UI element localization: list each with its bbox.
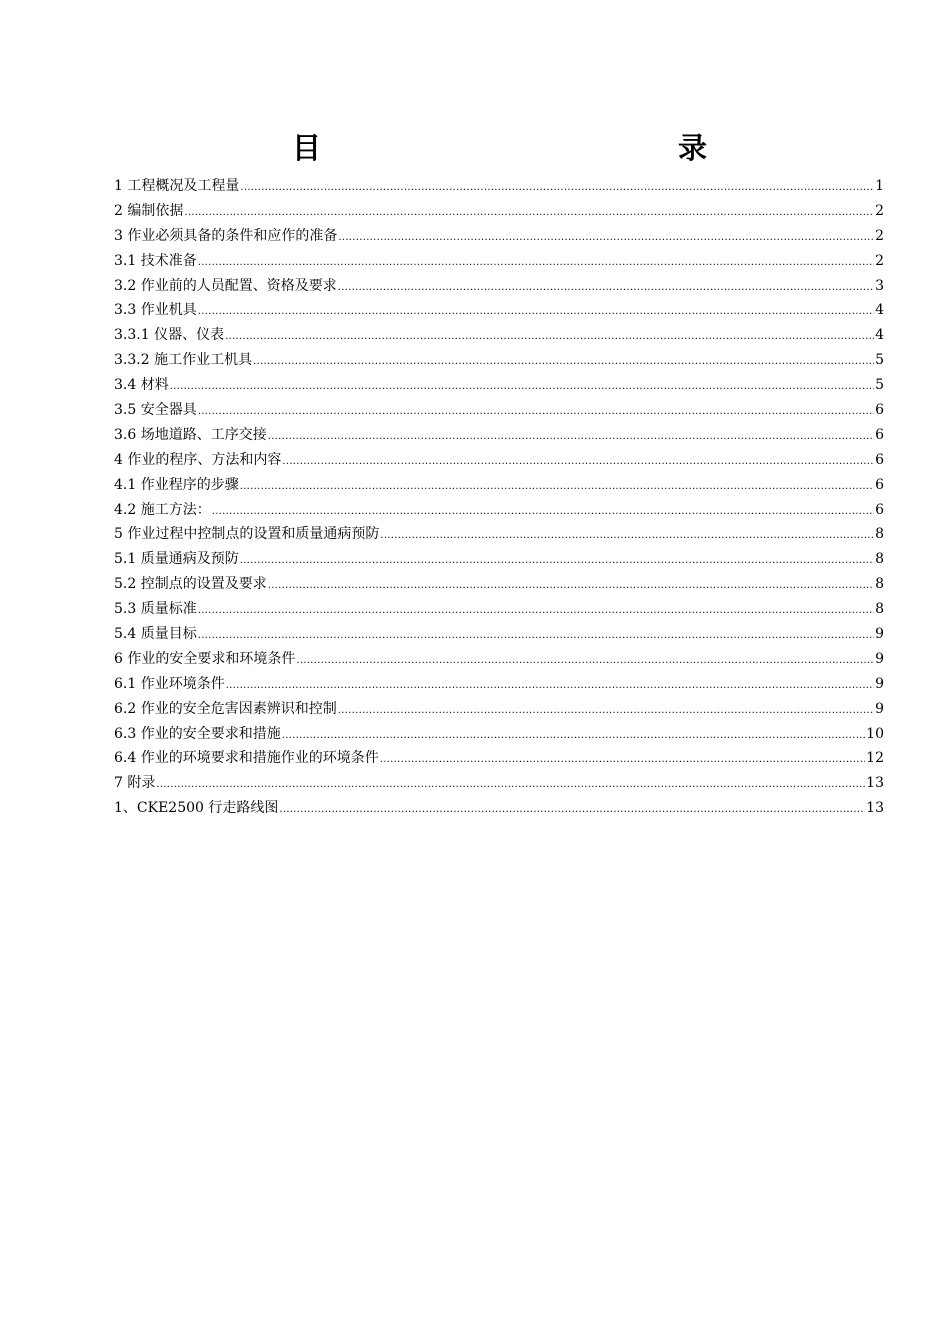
toc-entry[interactable] [114, 672, 884, 697]
toc-entry[interactable] [114, 746, 884, 771]
toc-entry-title: 1 工程概况及工程量 [114, 178, 240, 194]
toc-entry[interactable] [114, 298, 884, 323]
toc-dot-leader [279, 798, 865, 823]
toc-entry[interactable] [114, 323, 884, 348]
toc-entry-title: 5.3 质量标准 [114, 601, 197, 618]
toc-entry-page-number: 8 [875, 551, 884, 568]
toc-dot-leader [296, 649, 874, 674]
toc-dot-leader [240, 475, 874, 500]
toc-entry-title: 3.1 技术准备 [114, 252, 197, 269]
toc-entry-page-number: 6 [875, 402, 884, 419]
toc-entry-page-number: 9 [875, 700, 884, 717]
toc-entry-title: 5.1 质量通病及预防 [114, 551, 239, 568]
toc-dot-leader [380, 524, 874, 549]
toc-dot-leader [225, 325, 874, 350]
toc-entry-title: 2 编制依据 [114, 202, 184, 219]
toc-dot-leader [198, 599, 874, 624]
toc-entry-page-number: 8 [875, 601, 884, 618]
toc-entry-page-number: 2 [875, 227, 884, 244]
toc-list [114, 174, 884, 821]
toc-entry[interactable] [114, 373, 884, 398]
toc-entry-page-number: 9 [875, 675, 884, 692]
toc-entry[interactable] [114, 398, 884, 423]
toc-entry-page-number: 4 [875, 302, 884, 319]
toc-dot-leader [198, 400, 874, 425]
toc-entry[interactable] [114, 199, 884, 224]
toc-entry-page-number: 4 [875, 327, 884, 344]
toc-dot-leader [184, 201, 874, 226]
toc-dot-leader [380, 748, 865, 773]
toc-entry-title: 3.4 材料 [114, 377, 169, 394]
toc-entry-page-number: 6 [875, 476, 884, 493]
toc-entry-title: 6.3 作业的安全要求和措施 [114, 725, 281, 742]
toc-entry-title: 3.2 作业前的人员配置、资格及要求 [114, 277, 337, 294]
toc-dot-leader [198, 624, 874, 649]
toc-entry-page-number: 2 [875, 252, 884, 269]
toc-dot-leader [226, 674, 874, 699]
toc-entry[interactable] [114, 697, 884, 722]
toc-entry-page-number: 1 [875, 178, 884, 194]
toc-entry-page-number: 13 [866, 800, 884, 817]
toc-heading-char-1: 目 [292, 131, 322, 165]
toc-entry-page-number: 6 [875, 451, 884, 468]
toc-entry[interactable] [114, 647, 884, 672]
toc-entry[interactable] [114, 348, 884, 373]
toc-dot-leader [240, 549, 874, 574]
toc-entry[interactable] [114, 473, 884, 498]
toc-dot-leader [212, 500, 874, 525]
toc-entry-title: 6.1 作业环境条件 [114, 675, 225, 692]
toc-entry[interactable] [114, 249, 884, 274]
toc-entry[interactable] [114, 274, 884, 299]
toc-entry[interactable] [114, 522, 884, 547]
toc-entry-page-number: 8 [875, 576, 884, 593]
toc-entry-title: 6 作业的安全要求和环境条件 [114, 650, 296, 667]
toc-dot-leader [268, 425, 874, 450]
toc-entry-title: 3.3 作业机具 [114, 302, 197, 319]
toc-dot-leader [253, 350, 874, 375]
toc-entry-page-number: 6 [875, 501, 884, 518]
toc-entry-page-number: 5 [875, 377, 884, 394]
toc-entry-title: 5.2 控制点的设置及要求 [114, 576, 267, 593]
toc-entry-title: 1、CKE2500 行走路线图 [114, 800, 279, 817]
toc-entry-title: 4.1 作业程序的步骤 [114, 476, 239, 493]
toc-entry[interactable] [114, 224, 884, 249]
toc-dot-leader [338, 699, 874, 724]
toc-entry-title: 6.2 作业的安全危害因素辨识和控制 [114, 700, 337, 717]
toc-entry[interactable] [114, 423, 884, 448]
toc-entry-page-number: 9 [875, 650, 884, 667]
toc-entry-page-number: 3 [875, 277, 884, 294]
toc-dot-leader [338, 226, 874, 251]
toc-entry-page-number: 13 [866, 775, 884, 792]
toc-entry-title: 6.4 作业的环境要求和措施作业的环境条件 [114, 750, 379, 767]
toc-entry-title: 3.6 场地道路、工序交接 [114, 426, 267, 443]
toc-entry-page-number: 6 [875, 426, 884, 443]
toc-entry-page-number: 9 [875, 626, 884, 643]
toc-entry[interactable] [114, 174, 884, 199]
toc-entry-title: 3.3.2 施工作业工机具 [114, 352, 253, 369]
toc-entry-title: 4.2 施工方法： [114, 501, 211, 518]
toc-entry-title: 5 作业过程中控制点的设置和质量通病预防 [114, 526, 380, 543]
toc-entry[interactable] [114, 572, 884, 597]
toc-dot-leader [282, 724, 865, 749]
toc-entry-page-number: 10 [866, 725, 884, 742]
toc-entry-title: 3.3.1 仪器、仪表 [114, 327, 225, 344]
toc-dot-leader [282, 450, 874, 475]
toc-dot-leader [198, 300, 874, 325]
toc-entry[interactable] [114, 771, 884, 796]
toc-entry[interactable] [114, 622, 884, 647]
toc-dot-leader [198, 251, 874, 276]
toc-entry-page-number: 2 [875, 202, 884, 219]
toc-dot-leader [240, 176, 874, 201]
toc-entry[interactable] [114, 597, 884, 622]
toc-dot-leader [338, 276, 874, 301]
toc-entry-page-number: 12 [866, 750, 884, 767]
toc-entry[interactable] [114, 448, 884, 473]
toc-entry-page-number: 8 [875, 526, 884, 543]
toc-entry[interactable] [114, 796, 884, 821]
toc-entry-title: 4 作业的程序、方法和内容 [114, 451, 282, 468]
toc-dot-leader [268, 574, 874, 599]
toc-entry-page-number: 5 [875, 352, 884, 369]
toc-entry-title: 3.5 安全器具 [114, 402, 197, 419]
toc-entry[interactable] [114, 498, 884, 523]
toc-dot-leader [170, 375, 874, 400]
toc-entry-title: 7 附录 [114, 775, 156, 792]
toc-entry-title: 5.4 质量目标 [114, 626, 197, 643]
toc-entry[interactable] [114, 722, 884, 747]
toc-heading [114, 128, 884, 168]
toc-entry[interactable] [114, 547, 884, 572]
toc-entry-title: 3 作业必须具备的条件和应作的准备 [114, 227, 338, 244]
toc-dot-leader [156, 773, 865, 798]
toc-heading-char-2: 录 [678, 131, 708, 165]
